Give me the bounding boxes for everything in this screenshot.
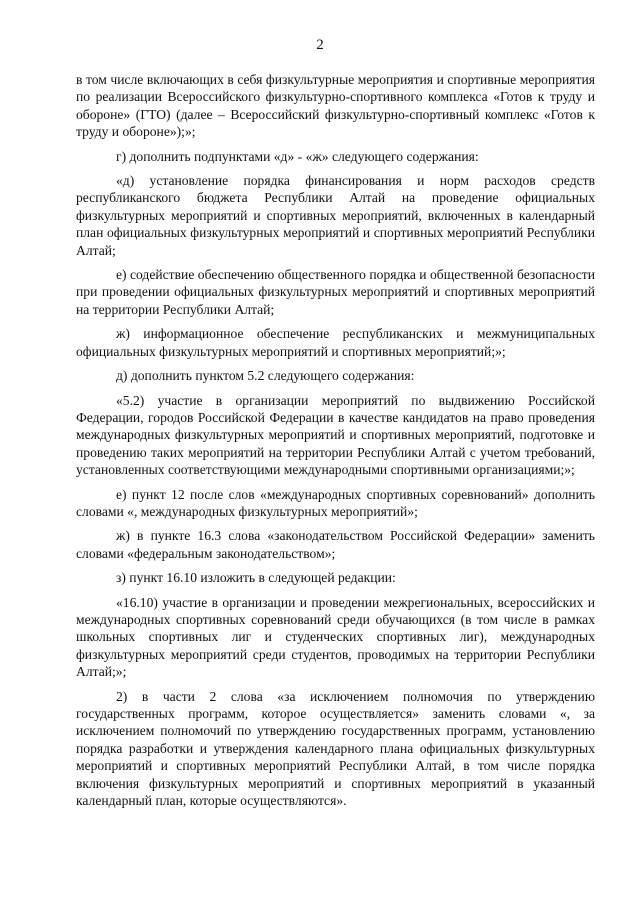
paragraph-item-5-2: «5.2) участие в организации мероприятий по выдвижению Российской Федерации, городов Российской Федерации в качестве кандидатов на право проведения международных физкультурных мероприятий и спортивных мероприятий, подготовке и проведению таких мероприятий на территории Республики Алтай с учетом требований, установленных соответствующими международными спортивными организациями;»; [76, 392, 595, 478]
paragraph-continuation: в том числе включающих в себя физкультурные мероприятия и спортивные мероприятия по реализации Всероссийского физкультурно-спортивного комплекса «Готов к труду и обороне» (ГТО) (далее – Всероссийский физкультурно-спортивный комплекс «Готов к труду и обороне»);»; [76, 72, 595, 140]
page-number: 2 [316, 37, 324, 53]
paragraph-subitem-z: з) пункт 16.10 изложить в следующей редакции: [116, 570, 396, 586]
paragraph-subitem-e: е) пункт 12 после слов «международных спортивных соревнований» дополнить словами «, международных физкультурных мероприятий»; [76, 486, 595, 519]
paragraph-part-2: 2) в части 2 слова «за исключением полномочия по утверждению государственных программ, которое осуществляется» заменить словами «, за исключением полномочий по утверждению государственных программ, установлению порядка разработки и утверждения календарного плана официальных физкультурных мероприятий и спортивных мероприятий Республики Алтай, в том числе порядка включения физкультурных мероприятий и спортивных мероприятий в указанный календарный план, которые осуществляются». [76, 688, 595, 809]
paragraph-item-16-10: «16.10) участие в организации и проведении межрегиональных, всероссийских и международных спортивных соревнований среди обучающихся (в том числе в рамках школьных спортивных лиг и студенческих спортивных лиг), международных физкультурных мероприятий среди студентов, проводимых на территории Республики Алтай;»; [76, 594, 595, 680]
paragraph-subitem-d-quote: «д) установление порядка финансирования и норм расходов средств республиканского бюджета Республики Алтай на проведение официальных физкультурных мероприятий и спортивных мероприятий, включенных в календарный план официальных физкультурных мероприятий и спортивных мероприятий Республики Алтай; [76, 173, 595, 258]
paragraph-subitem-zh-quote: ж) информационное обеспечение республиканских и межмуниципальных официальных физкультурных мероприятий и спортивных мероприятий;»; [76, 326, 595, 359]
paragraph-subitem-d: д) дополнить пунктом 5.2 следующего содержания: [116, 368, 415, 384]
paragraph-subitem-e-quote: е) содействие обеспечению общественного порядка и общественной безопасности при проведении официальных физкультурных мероприятий и спортивных мероприятий на территории Республики Алтай; [76, 267, 595, 317]
paragraph-subitem-g: г) дополнить подпунктами «д» - «ж» следующего содержания: [116, 148, 479, 164]
document-body [76, 71, 595, 809]
paragraph-subitem-zh: ж) в пункте 16.3 слова «законодательством Российской Федерации» заменить словами «федеральным законодательством»; [76, 528, 595, 561]
